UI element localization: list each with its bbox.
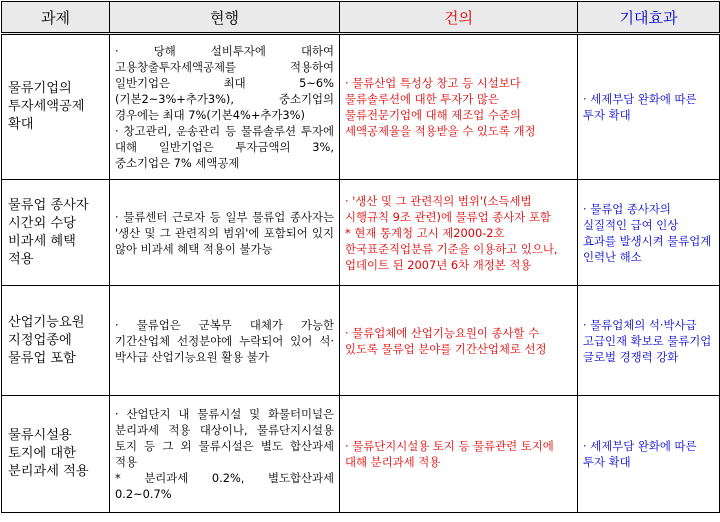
header-proposal: 건의 xyxy=(340,2,578,34)
current-note: * 분리과세 0.2%, 별도합산과세 0.2~0.7% xyxy=(115,471,334,501)
current-text: · 물류센터 근로자 등 일부 물류업 종사자는 '생산 및 그 관련직의 범위'에 포함되어 있지 않아 비과세 혜택 적용이 불가능 xyxy=(115,209,334,256)
policy-proposal-table xyxy=(1,1,720,513)
proposal-text: · 물류산업 특성상 창고 등 시설보다 물류솔루션에 대한 투자가 많은 물류전문기업에 대해 제조업 수준의 세액공제율을 적용받을 수 있도록 개정 xyxy=(345,76,536,138)
current-text: · 산업단지 내 물류시설 및 화물터미널은 분리과세 적용 대상이나, 물류단지시설용 토지 등 그 외 물류시설은 별도 합산과세 적용 xyxy=(115,407,334,469)
table-header-row xyxy=(2,2,720,34)
table-row xyxy=(2,286,720,396)
proposal-text: · 물류단지시설용 토지 등 물류관련 토지에 대해 분리과세 적용 xyxy=(345,439,554,469)
proposal-cell xyxy=(340,180,578,286)
task-cell: 물류시설용 토지에 대한 분리과세 적용 xyxy=(2,396,110,513)
current-cell xyxy=(110,396,340,513)
header-current: 현행 xyxy=(110,2,340,34)
proposal-note: * 현재 통계청 고시 제2000-2호 한국표준직업분류 기준을 이용하고 있으나, 업데이트 된 2007년 6차 개정본 적용 xyxy=(345,225,558,272)
current-cell xyxy=(110,34,340,180)
proposal-cell xyxy=(340,396,578,513)
proposal-text: · 물류업체에 산업기능요원이 종사할 수 있도록 물류업 분야를 기간산업체로 선정 xyxy=(345,325,547,356)
table-row xyxy=(2,396,720,513)
proposal-cell xyxy=(340,34,578,180)
current-text: · 창고관리, 운송관리 등 물류솔루션 투자에 대해 일반기업은 투자금액의 3%, 중소기업은 7% 세액공제 xyxy=(115,124,334,170)
current-text: · 물류업은 군복무 대체가 가능한 기간산업체 선정분야에 누락되어 있어 석·박사급 산업기능요원 활용 불가 xyxy=(115,317,334,364)
proposal-cell xyxy=(340,286,578,396)
task-cell: 산업기능요원 지정업종에 물류업 포함 xyxy=(2,286,110,396)
effect-cell: · 물류업 종사자의 실질적인 급여 인상 효과를 발생시켜 물류업계 인력난 해소 xyxy=(578,180,720,286)
current-cell xyxy=(110,286,340,396)
header-effect: 기대효과 xyxy=(578,2,720,34)
effect-cell: · 세제부담 완화에 따른 투자 확대 xyxy=(578,396,720,513)
proposal-text: · '생산 및 그 관련직의 범위'(소득세법 시행규칙 9조 관련)에 물류업 종사자 포함 xyxy=(345,193,551,224)
task-cell: 물류업 종사자 시간외 수당 비과세 혜택 적용 xyxy=(2,180,110,286)
effect-cell: · 세제부담 완화에 따른 투자 확대 xyxy=(578,34,720,180)
task-cell: 물류기업의 투자세액공제 확대 xyxy=(2,34,110,180)
header-task: 과제 xyxy=(2,2,110,34)
table-row xyxy=(2,34,720,180)
effect-cell: · 물류업체의 석·박사급 고급인재 확보로 물류기업 글로벌 경쟁력 강화 xyxy=(578,286,720,396)
current-text: · 당해 설비투자에 대하여 고용창출투자세액공제를 적용하여 일반기업은 최대 5~6%(기본2~3%+추가3%), 중소기업의 경우에는 최대 7%(기본4%+추가3%) xyxy=(115,44,334,122)
table-row xyxy=(2,180,720,286)
current-cell xyxy=(110,180,340,286)
